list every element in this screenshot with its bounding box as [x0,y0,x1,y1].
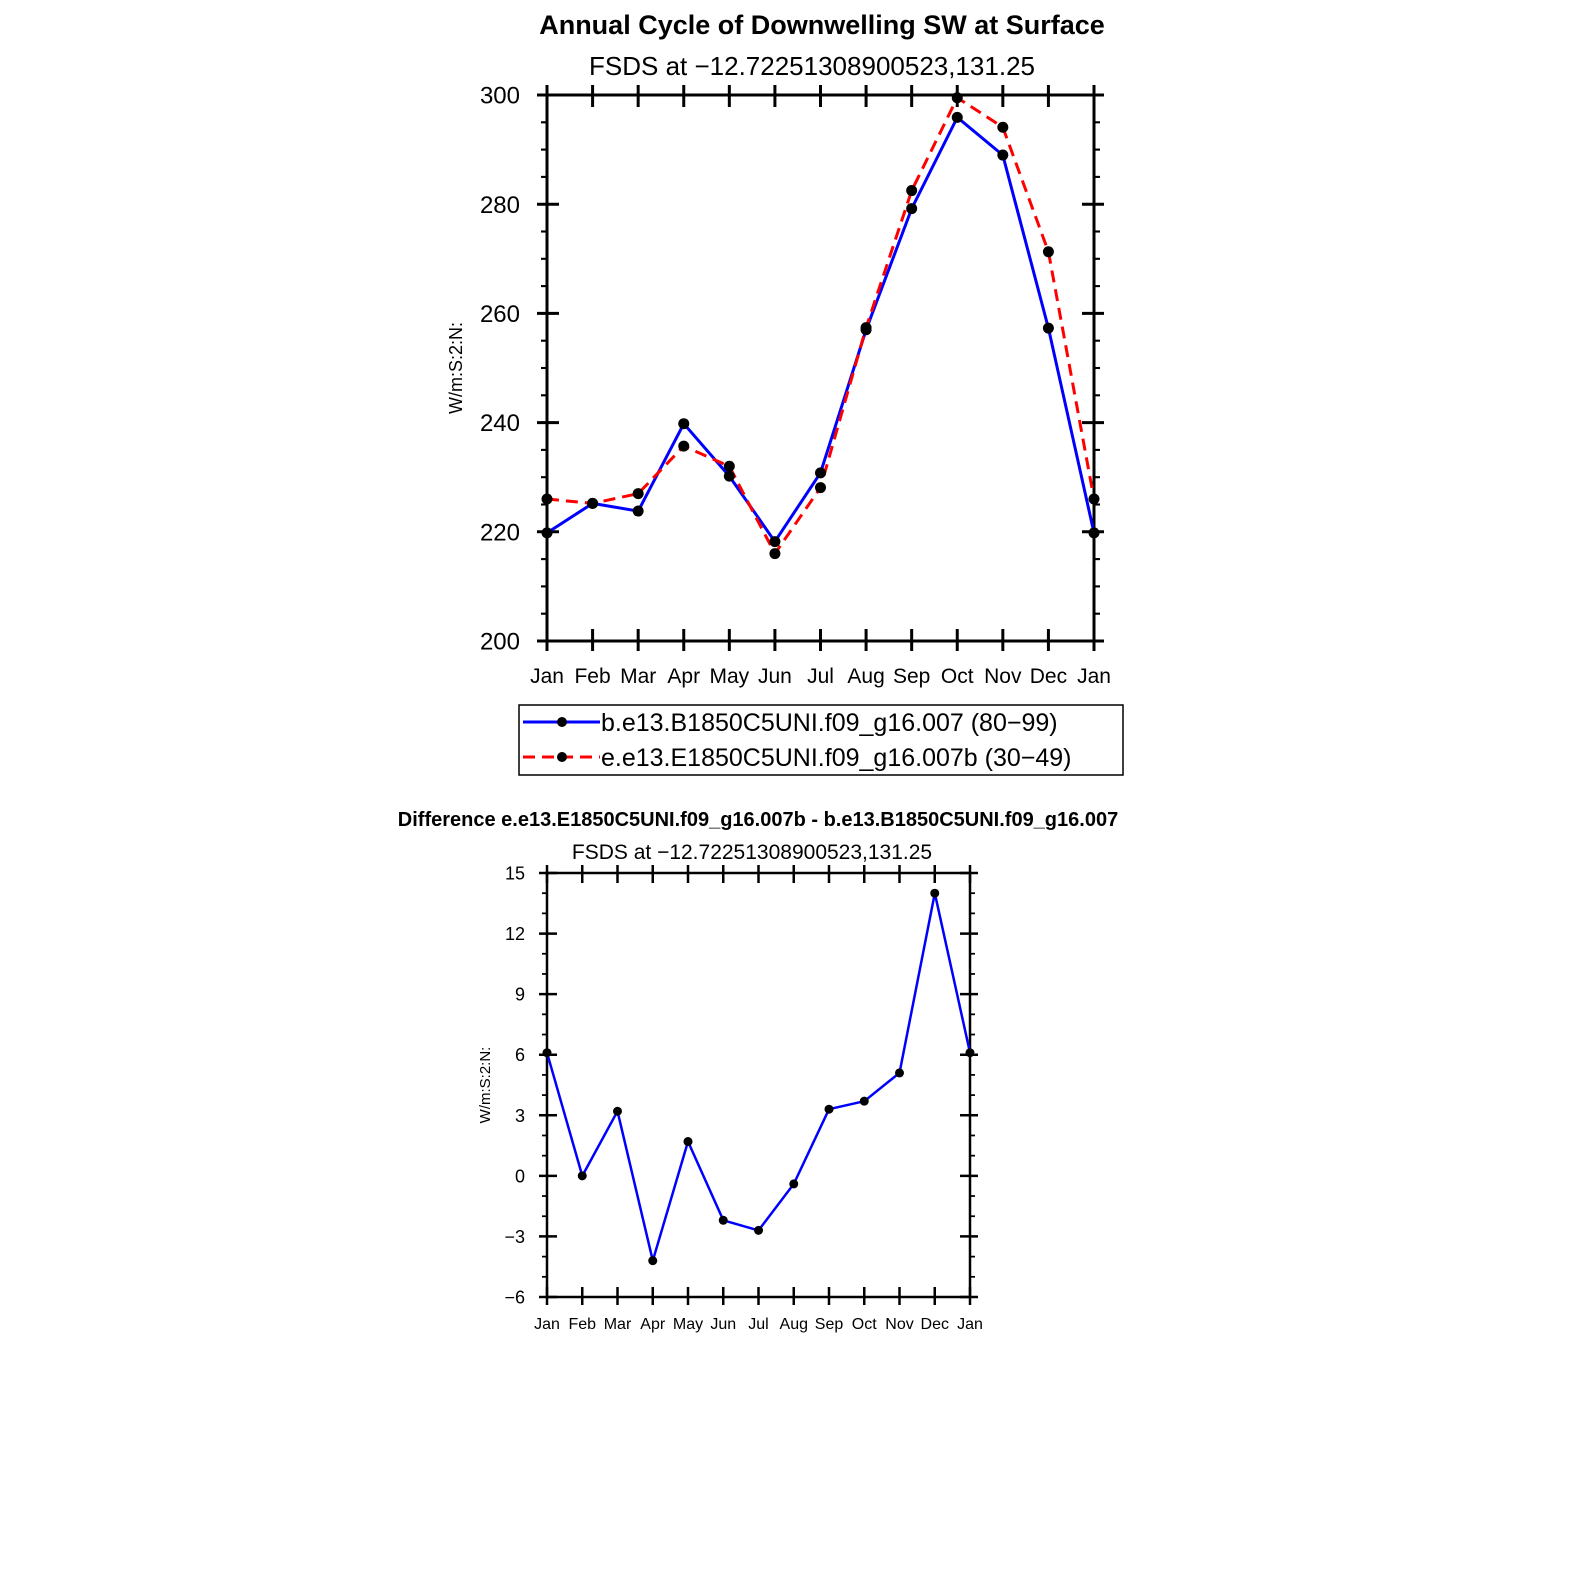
x-tick-label: Feb [574,665,611,688]
series-1-point [1043,323,1054,334]
series-2-point [724,461,735,472]
y-tick-label: 6 [514,1045,525,1066]
x-tick-label: Mar [603,1316,632,1333]
y-tick-label: 280 [479,191,520,219]
x-tick-label: May [709,665,750,688]
x-tick-label: Jun [710,1316,737,1333]
x-tick-label: Oct [940,665,974,688]
x-tick-label: Aug [847,665,885,688]
chart1-y-axis-label: W/m:S:2:N: [446,321,466,415]
x-tick-label: Jan [1077,665,1111,688]
series-1-point [648,1256,657,1265]
x-tick-label: Apr [640,1316,666,1333]
y-tick-label: 220 [479,519,520,547]
y-tick-label: 200 [479,628,520,656]
series-1-point [860,1097,869,1106]
series-1-point [578,1171,587,1180]
y-tick-label: 3 [514,1105,525,1126]
series-2-point [542,494,553,505]
series-2-point [906,185,917,196]
chart1-subtitle: FSDS at −12.72251308900523,131.25 [589,51,1035,81]
series-1-point [952,112,963,123]
y-tick-label: 260 [479,301,520,329]
x-tick-label: Dec [920,1316,949,1333]
chart2-title: Difference e.e13.E1850C5UNI.f09_g16.007b - b.e13.B1850C5UNI.f09_g16.007 [397,809,1119,831]
x-tick-label: Mar [620,665,657,688]
series-1-point [684,1137,693,1146]
x-tick-label: May [672,1316,704,1333]
series-1-point [719,1216,728,1225]
series-1-point [966,1048,975,1057]
y-tick-label: −6 [504,1287,525,1308]
x-tick-label: Jun [757,665,792,688]
legend-entry-series-2 [523,744,1072,772]
series-1-point [906,203,917,214]
x-tick-label: Feb [568,1316,597,1333]
x-tick-label: Jul [807,665,834,688]
y-tick-label: 240 [479,410,520,438]
y-tick-label: 12 [504,924,525,945]
series-2-point [997,122,1008,133]
chart1-title: Annual Cycle of Downwelling SW at Surface [539,10,1105,40]
series-2-point [678,441,689,452]
series-2-point [633,488,644,499]
series-1-point [769,536,780,547]
x-tick-label: Oct [851,1316,877,1333]
y-tick-label: 9 [514,984,525,1005]
series-1-point [613,1107,622,1116]
series-1-point [895,1068,904,1077]
series-1-point [789,1179,798,1188]
y-tick-label: 300 [479,82,520,110]
series-1-point [1089,527,1100,538]
series-1-point [997,150,1008,161]
series-1-point [543,1048,552,1057]
series-2-point [952,92,963,103]
y-tick-label: −3 [504,1226,525,1247]
series-2-point [815,482,826,493]
legend-label-series-1: b.e13.B1850C5UNI.f09_g16.007 (80−99) [601,709,1058,737]
x-tick-label: Nov [984,665,1022,688]
x-tick-label: Jan [530,665,564,688]
x-tick-label: Jan [957,1316,983,1333]
series-1-point [633,506,644,517]
x-tick-label: Apr [667,665,701,688]
legend-label-series-2: e.e13.E1850C5UNI.f09_g16.007b (30−49) [601,744,1072,772]
x-tick-label: Dec [1029,665,1068,688]
series-2-point [861,322,872,333]
chart2-y-axis-label: W/m:S:2:N: [477,1046,494,1124]
x-tick-label: Aug [779,1316,808,1333]
y-tick-label: 15 [504,863,525,884]
series-1-point [754,1226,763,1235]
series-1-point [542,527,553,538]
series-1-point [825,1105,834,1114]
x-tick-label: Jan [534,1316,560,1333]
series-1-point [678,418,689,429]
series-2-point [587,498,598,509]
series-2-point [769,548,780,559]
x-tick-label: Sep [892,665,931,688]
series-1-point [930,889,939,898]
legend-entry-series-1 [523,709,1058,737]
x-tick-label: Jul [748,1316,769,1333]
legend-marker-series-2 [557,752,567,762]
series-2-point [1043,246,1054,257]
chart2-subtitle: FSDS at −12.72251308900523,131.25 [571,841,933,864]
legend-marker-series-1 [557,717,567,727]
series-1-point [724,471,735,482]
series-2-point [1089,494,1100,505]
y-tick-label: 0 [514,1166,525,1187]
x-tick-label: Sep [814,1316,844,1333]
x-tick-label: Nov [885,1316,914,1333]
series-1-point [815,467,826,478]
